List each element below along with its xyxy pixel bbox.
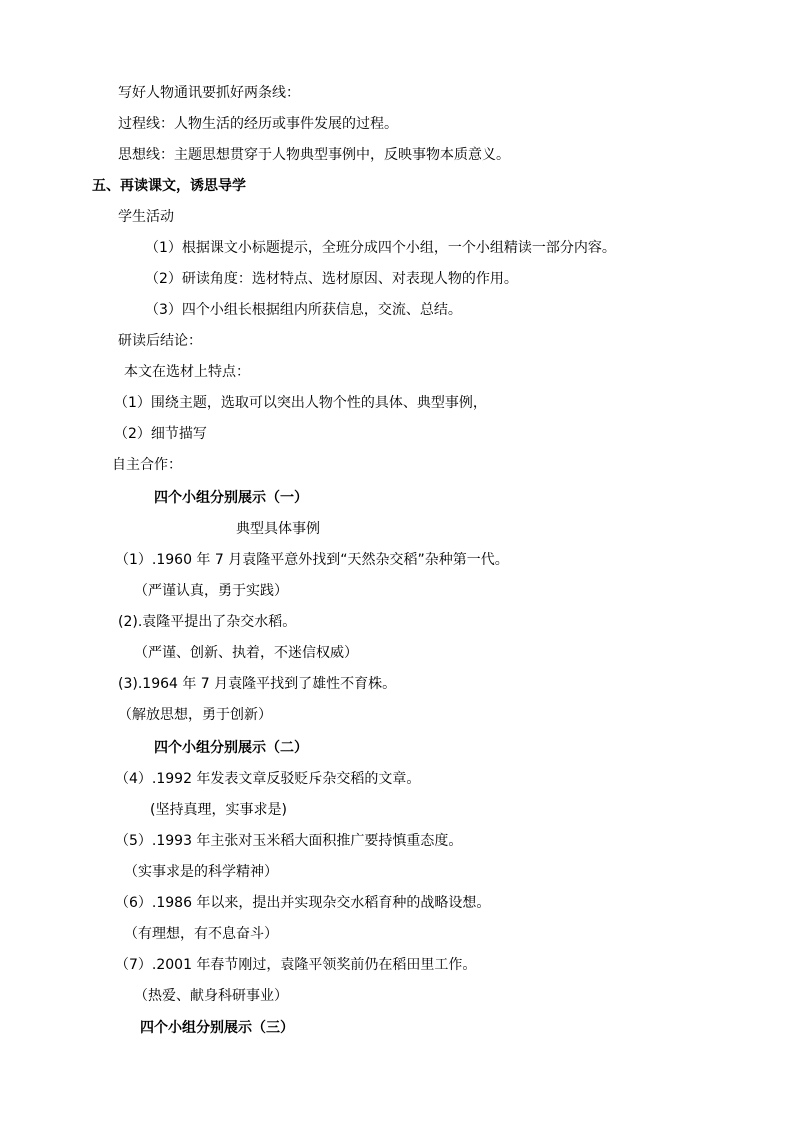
group-heading-1: 四个小组分别展示（一） xyxy=(154,490,308,506)
example-item: （4）.1992 年发表文章反驳贬斥杂交稻的文章。 xyxy=(115,771,421,787)
example-item: （7）.2001 年春节刚过，袁隆平领奖前仍在稻田里工作。 xyxy=(115,957,477,973)
cooperation-title: 自主合作： xyxy=(112,457,182,473)
activity-item: （2）研读角度：选材特点、选材原因、对表现人物的作用。 xyxy=(145,271,518,287)
example-item: (2).袁隆平提出了杂交水稻。 xyxy=(118,614,297,630)
conclusion-item: （1）围绕主题，选取可以突出人物个性的具体、典型事例， xyxy=(114,395,487,411)
example-note: （严谨认真，勇于实践） xyxy=(134,583,288,599)
example-item: （1）.1960 年 7 月袁隆平意外找到“天然杂交稻”杂种第一代。 xyxy=(115,552,509,568)
group-heading-2: 四个小组分别展示（二） xyxy=(154,740,308,756)
intro-line: 写好人物通讯要抓好两条线： xyxy=(118,85,300,101)
example-note: （有理想，有不息奋斗） xyxy=(124,926,278,942)
example-note: （热爱、献身科研事业） xyxy=(134,988,288,1004)
thought-line: 思想线：主题思想贯穿于人物典型事例中，反映事物本质意义。 xyxy=(118,147,510,163)
example-note: （严谨、创新、执着，不迷信权威） xyxy=(134,645,358,661)
examples-title: 典型具体事例 xyxy=(236,521,320,537)
conclusion-subtitle: 本文在选材上特点： xyxy=(124,364,250,380)
example-note: （实事求是的科学精神） xyxy=(124,864,278,880)
example-item: （5）.1993 年主张对玉米稻大面积推广要持慎重态度。 xyxy=(115,833,463,849)
example-item: (3).1964 年 7 月袁隆平找到了雄性不育株。 xyxy=(118,676,397,692)
conclusion-item: （2）细节描写 xyxy=(114,426,207,442)
process-line: 过程线：人物生活的经历或事件发展的过程。 xyxy=(118,116,398,132)
example-note: (坚持真理，实事求是) xyxy=(150,802,287,818)
conclusion-title: 研读后结论： xyxy=(118,333,202,349)
section-heading: 五、再读课文，诱思导学 xyxy=(92,178,246,194)
example-note: （解放思想，勇于创新） xyxy=(118,707,272,723)
example-item: （6）.1986 年以来，提出并实现杂交水稻育种的战略设想。 xyxy=(115,895,491,911)
activity-title: 学生活动 xyxy=(118,209,174,225)
group-heading-3: 四个小组分别展示（三） xyxy=(140,1020,294,1036)
activity-item: （1）根据课文小标题提示，全班分成四个小组，一个小组精读一部分内容。 xyxy=(145,240,616,256)
activity-item: （3）四个小组长根据组内所获信息，交流、总结。 xyxy=(145,302,462,318)
